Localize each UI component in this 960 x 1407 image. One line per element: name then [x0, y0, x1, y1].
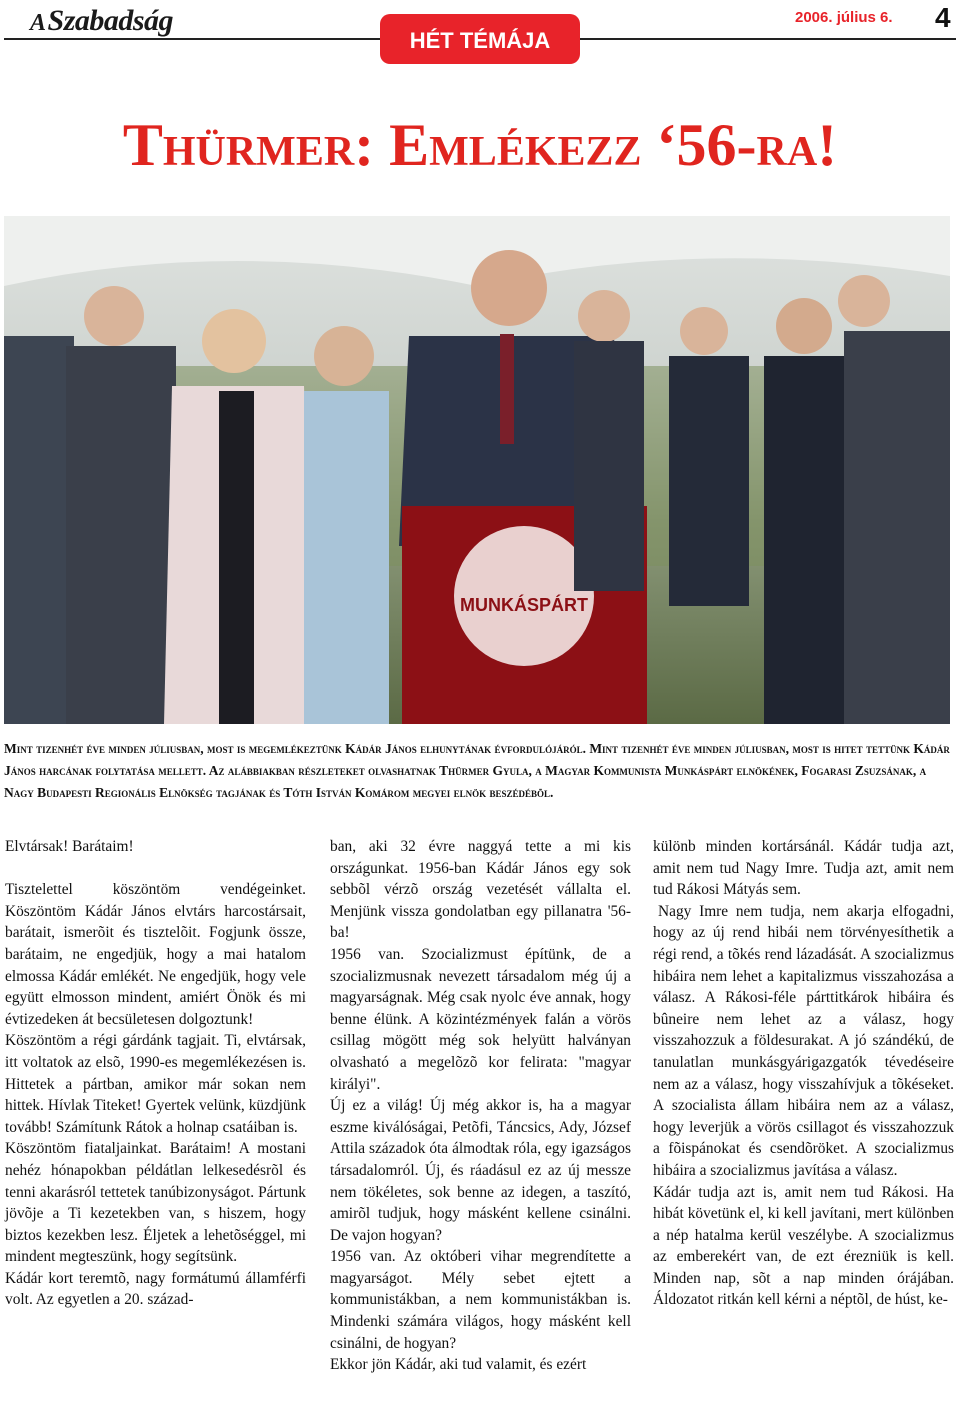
text-column-1	[5, 836, 306, 1311]
crowd-left	[4, 286, 389, 724]
photo-illustration	[4, 216, 950, 724]
text-column-3	[653, 836, 954, 1311]
paragraph: Tisztelettel köszöntöm vendégeinket. Köszöntöm Kádár János elvtárs harcostársait, barátait, ismerõit és tisztelõit. Fogjunk össze, barátaim, ne engedjük, hogy a mai hatalom elmossa Kádár emlékét. Ne engedjük, hogy vele együtt elmosson mindent, amiért Önök és mi évtizedeken át becsületesen dolgoztunk!	[5, 881, 306, 1028]
paragraph: Új ez a világ! Új még akkor is, ha a magyar eszme kiválóságai, Petõfi, Táncsics, Ady, József Attila századok óta álmodtak róla, egy igazságos társadalomról. Új, és ráadásul ez az új messze nem tökéletes, sok benne az idegen, a taszító, amirõl tudjuk, hogy másként kellene csinálni. De vajon hogyan?	[330, 1097, 631, 1244]
paragraph: Ekkor jön Kádár, aki tud valamit, és ezért	[330, 1356, 587, 1374]
logo-prefix: A	[30, 10, 46, 36]
article-photo	[4, 216, 950, 724]
paragraph: különb minden kortársánál. Kádár tudja azt, amit nem tud Nagy Imre. Tudja azt, amit nem tud Rákosi Mátyás sem.	[653, 838, 954, 899]
page-number: 4	[935, 2, 951, 33]
article-headline: Thürmer: Emlékezz ‘56-ra!	[122, 112, 838, 178]
paragraph: Nagy Imre nem tudja, nem akarja elfogadni, hogy az új rend hibái nem törvényesíthetik a régi rend, a tõkés rend lázadását. A szocializmus hibáira nem lehet a kapitalizmus visszahozása a válasz. A Rákosi-féle párttitkárok hibáira és bûneire nem lehet az a válasz, hogy visszahozzuk a földesurakat. A jó szándékú, de tanulatlan munkásgyárigazgatók tévedéseire nem az a válasz, hogy visszahívjuk a tõkéseket. A szocialista állam hibáira nem az a válasz, hogy leverjük a vörös csillagot és visszahozzuk a fõispánokat és csendõröket. A szocializmus hibáira a szocializmus javítása a válasz.	[653, 902, 954, 1179]
article-lead: Mint tizenhét éve minden júliusban, most is megemlékeztünk Kádár János elhunytának évfordulójáról. Mint tizenhét éve minden júliusban, most is hitet tettünk Kádár János harcának folytatása mellett. Az alábbiakban részleteket olvashatnak Thürmer Gyula, a Magyar Kommunista Munkáspárt elnökének, Fogarasi Zsuzsának, a Nagy Budapesti Regionális Elnökség tagjának és Tóth István Komárom megyei elnök beszédébõl.	[4, 741, 950, 800]
paragraph: ban, aki 32 évre naggyá tette a mi kis országunkat. 1956-ban Kádár János egy sok sebbõl vérzõ ország vezetését vállalta el. Menjünk vissza gondolatban egy pillanatra '56-ba!	[330, 838, 631, 942]
section-tab: HÉT TÉMÁJA	[380, 14, 580, 64]
logo-name: Szabadság	[47, 4, 174, 37]
paragraph: Kádár tudja azt is, amit nem tud Rákosi. Ha hibát követünk el, ki kell javítani, mert különben a nép hatalma kerül veszélybe. A szocializmus az emberekért van, de ezt érezniük is kell. Minden nap, sõt a nap minden órájában. Áldozatot ritkán kell kérni a néptõl, de húst, ke-	[653, 1183, 954, 1309]
text-column-2	[330, 836, 631, 1376]
paragraph: Köszöntöm a régi gárdánk tagjait. Ti, elvtársak, itt voltatok az elsõ, 1990-es megemlékezésen is. Hittetek a pártban, amikor már sokan nem hittek. Hívlak Titeket! Gyertek velünk, küzdjünk tovább! Számítunk Rátok a holnap csatáiban is.	[5, 1032, 306, 1136]
paragraph-spacer	[5, 858, 306, 880]
paragraph: Elvtársak! Barátaim!	[5, 838, 134, 855]
newspaper-logo	[30, 4, 173, 38]
paragraph: 1956 van. Az októberi vihar megrendítette a magyarságot. Mély sebet ejtett a kommunistákban, a nem kommunistákban is. Mindenki számára világos, hogy másként kell csinálni, de hogyan?	[330, 1248, 631, 1352]
paragraph: Köszöntöm fiataljainkat. Barátaim! A mostani nehéz hónapokban példátlan lelkesedésrõl és tenni akarásról tettetek tanúbizonyságot. Pártunk jövõje a Ti kezetekben van, s hiszem, hogy biztos kezekben lesz. Éljetek a lehetõséggel, mi mindent megteszünk, hogy segítsünk.	[5, 1140, 306, 1266]
podium-sign: MUNKÁSPÁRT	[460, 595, 588, 615]
issue-date: 2006. július 6.	[795, 9, 893, 26]
paragraph: Kádár kort teremtõ, nagy formátumú államférfi volt. Az egyetlen a 20. század-	[5, 1269, 306, 1309]
paragraph: 1956 van. Szocializmust építünk, de a szocializmusnak nevezett társadalom még új a magyarságnak. Még csak nyolc éve annak, hogy benne élünk. A közintézmények falán a vörös csillag mögött még sok helyütt halványan olvasható a megelõzõ kor felirata: "magyar királyi".	[330, 945, 631, 1093]
